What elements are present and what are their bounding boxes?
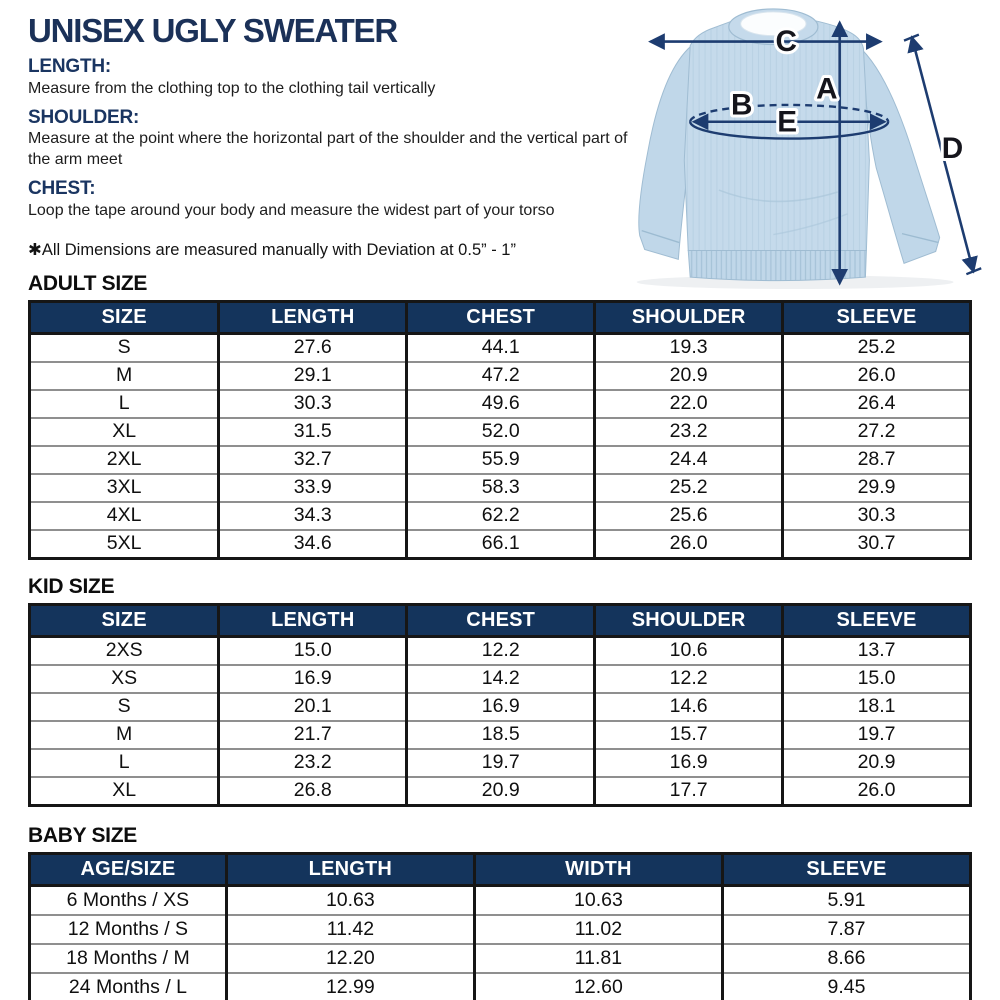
column-header: AGE/SIZE (30, 854, 227, 886)
table-row (30, 362, 971, 390)
table-cell: XL (30, 418, 219, 446)
column-header: SHOULDER (595, 302, 783, 334)
table-cell: 10.6 (595, 637, 783, 666)
table-cell: 34.3 (219, 502, 407, 530)
table-cell: 12 Months / S (30, 915, 227, 944)
table-cell: 14.2 (407, 665, 595, 693)
table-row (30, 915, 971, 944)
column-header: CHEST (407, 302, 595, 334)
table-row (30, 721, 971, 749)
deviation-note (28, 240, 636, 260)
table-cell: 10.63 (226, 886, 474, 916)
table-cell: 24.4 (595, 446, 783, 474)
table-cell: 6 Months / XS (30, 886, 227, 916)
table-cell: 22.0 (595, 390, 783, 418)
column-header: SIZE (30, 605, 219, 637)
header-row (30, 302, 971, 334)
table-cell: 12.2 (407, 637, 595, 666)
table-cell: 30.3 (219, 390, 407, 418)
table-cell: 13.7 (783, 637, 971, 666)
table-row (30, 749, 971, 777)
table-cell: S (30, 334, 219, 363)
adult-size-title: ADULT SIZE (28, 272, 148, 295)
table-row (30, 418, 971, 446)
table-row (30, 665, 971, 693)
table-cell: 18.5 (407, 721, 595, 749)
baby-size-title: BABY SIZE (28, 824, 137, 848)
table-row (30, 390, 971, 418)
table-cell: 26.0 (783, 362, 971, 390)
table-cell: 17.7 (595, 777, 783, 806)
table-cell: 20.9 (595, 362, 783, 390)
table-cell: 47.2 (407, 362, 595, 390)
table-cell: 27.2 (783, 418, 971, 446)
kid-size-section (0, 575, 1000, 807)
table-row (30, 530, 971, 559)
length-text: Measure from the clothing top to the clothing tail vertically (28, 79, 436, 97)
measurement-instructions (28, 14, 636, 260)
kid-size-title: KID SIZE (28, 575, 115, 599)
table-cell: M (30, 362, 219, 390)
length-heading: LENGTH: (28, 56, 112, 77)
table-cell: 15.7 (595, 721, 783, 749)
adult-size-table (28, 300, 972, 560)
table-cell: 23.2 (219, 749, 407, 777)
column-header: WIDTH (474, 854, 722, 886)
table-cell: 34.6 (219, 530, 407, 559)
table-cell: 33.9 (219, 474, 407, 502)
table-cell: 12.99 (226, 973, 474, 1000)
asterisk-icon: ✱ (28, 240, 42, 259)
table-cell: 25.2 (595, 474, 783, 502)
table-cell: 30.3 (783, 502, 971, 530)
baby-size-table (28, 852, 972, 1000)
table-cell: 52.0 (407, 418, 595, 446)
table-cell: 12.2 (595, 665, 783, 693)
table-cell: 26.0 (783, 777, 971, 806)
table-cell: XS (30, 665, 219, 693)
table-cell: 21.7 (219, 721, 407, 749)
table-cell: 19.7 (783, 721, 971, 749)
table-row (30, 693, 971, 721)
table-cell: 23.2 (595, 418, 783, 446)
table-cell: 3XL (30, 474, 219, 502)
table-row (30, 973, 971, 1000)
page-title: UNISEX UGLY SWEATER (28, 12, 397, 49)
table-cell: 11.81 (474, 944, 722, 973)
table-cell: 11.42 (226, 915, 474, 944)
table-cell: 15.0 (219, 637, 407, 666)
table-cell: 20.9 (407, 777, 595, 806)
table-cell: 18 Months / M (30, 944, 227, 973)
table-cell: 49.6 (407, 390, 595, 418)
baby-size-section (0, 824, 1000, 1000)
header-row (30, 854, 971, 886)
table-cell: 25.6 (595, 502, 783, 530)
table-row (30, 944, 971, 973)
length-instruction (28, 56, 636, 100)
table-cell: 44.1 (407, 334, 595, 363)
table-cell: 62.2 (407, 502, 595, 530)
table-cell: 29.1 (219, 362, 407, 390)
chest-label: B (730, 88, 753, 122)
table-cell: 9.45 (722, 973, 970, 1000)
column-header: SLEEVE (722, 854, 970, 886)
table-cell: 12.60 (474, 973, 722, 1000)
sleeve-label: D (941, 131, 964, 165)
table-cell: 24 Months / L (30, 973, 227, 1000)
table-cell: 16.9 (407, 693, 595, 721)
header-section (0, 0, 1000, 270)
column-header: LENGTH (219, 302, 407, 334)
deviation-note-text: All Dimensions are measured manually with Deviation at 0.5” - 1” (41, 240, 516, 259)
kid-size-table (28, 603, 972, 807)
table-row (30, 446, 971, 474)
chest-text: Loop the tape around your body and measure the widest part of your torso (28, 201, 555, 219)
table-row (30, 637, 971, 666)
shoulder-text: Measure at the point where the horizontal part of the shoulder and the vertical part of the arm meet (28, 130, 628, 169)
chest-instruction (28, 178, 636, 222)
table-cell: 12.20 (226, 944, 474, 973)
table-cell: 55.9 (407, 446, 595, 474)
table-cell: 5.91 (722, 886, 970, 916)
table-cell: 8.66 (722, 944, 970, 973)
shoulder-instruction (28, 107, 636, 171)
column-header: SHOULDER (595, 605, 783, 637)
table-cell: 20.9 (783, 749, 971, 777)
column-header: CHEST (407, 605, 595, 637)
table-cell: XL (30, 777, 219, 806)
table-cell: M (30, 721, 219, 749)
table-row (30, 334, 971, 363)
length-label: A (816, 72, 838, 106)
table-cell: 7.87 (722, 915, 970, 944)
column-header: SIZE (30, 302, 219, 334)
table-cell: 28.7 (783, 446, 971, 474)
sweater-measurement-diagram (622, 2, 994, 294)
shoulder-heading: SHOULDER: (28, 106, 140, 128)
table-cell: 20.1 (219, 693, 407, 721)
table-cell: 18.1 (783, 693, 971, 721)
table-row (30, 474, 971, 502)
table-cell: 26.4 (783, 390, 971, 418)
table-row (30, 777, 971, 806)
width-label: E (777, 105, 798, 139)
table-cell: 26.0 (595, 530, 783, 559)
table-cell: L (30, 749, 219, 777)
table-cell: 16.9 (219, 665, 407, 693)
table-cell: 58.3 (407, 474, 595, 502)
table-cell: 4XL (30, 502, 219, 530)
column-header: LENGTH (226, 854, 474, 886)
column-header: LENGTH (219, 605, 407, 637)
column-header: SLEEVE (783, 605, 971, 637)
header-row (30, 605, 971, 637)
table-cell: 5XL (30, 530, 219, 559)
table-cell: 10.63 (474, 886, 722, 916)
table-cell: 19.3 (595, 334, 783, 363)
table-cell: 25.2 (783, 334, 971, 363)
table-cell: 32.7 (219, 446, 407, 474)
table-cell: L (30, 390, 219, 418)
table-cell: 14.6 (595, 693, 783, 721)
table-cell: 31.5 (219, 418, 407, 446)
table-cell: 29.9 (783, 474, 971, 502)
table-cell: 2XL (30, 446, 219, 474)
table-cell: 30.7 (783, 530, 971, 559)
column-header: SLEEVE (783, 302, 971, 334)
table-cell: 66.1 (407, 530, 595, 559)
chest-heading: CHEST: (28, 178, 96, 200)
table-cell: 26.8 (219, 777, 407, 806)
shoulder-label: C (775, 25, 797, 59)
table-row (30, 886, 971, 916)
table-cell: 19.7 (407, 749, 595, 777)
table-cell: S (30, 693, 219, 721)
table-cell: 15.0 (783, 665, 971, 693)
table-cell: 16.9 (595, 749, 783, 777)
table-row (30, 502, 971, 530)
table-cell: 2XS (30, 637, 219, 666)
table-cell: 11.02 (474, 915, 722, 944)
table-cell: 27.6 (219, 334, 407, 363)
adult-size-section (0, 272, 1000, 560)
